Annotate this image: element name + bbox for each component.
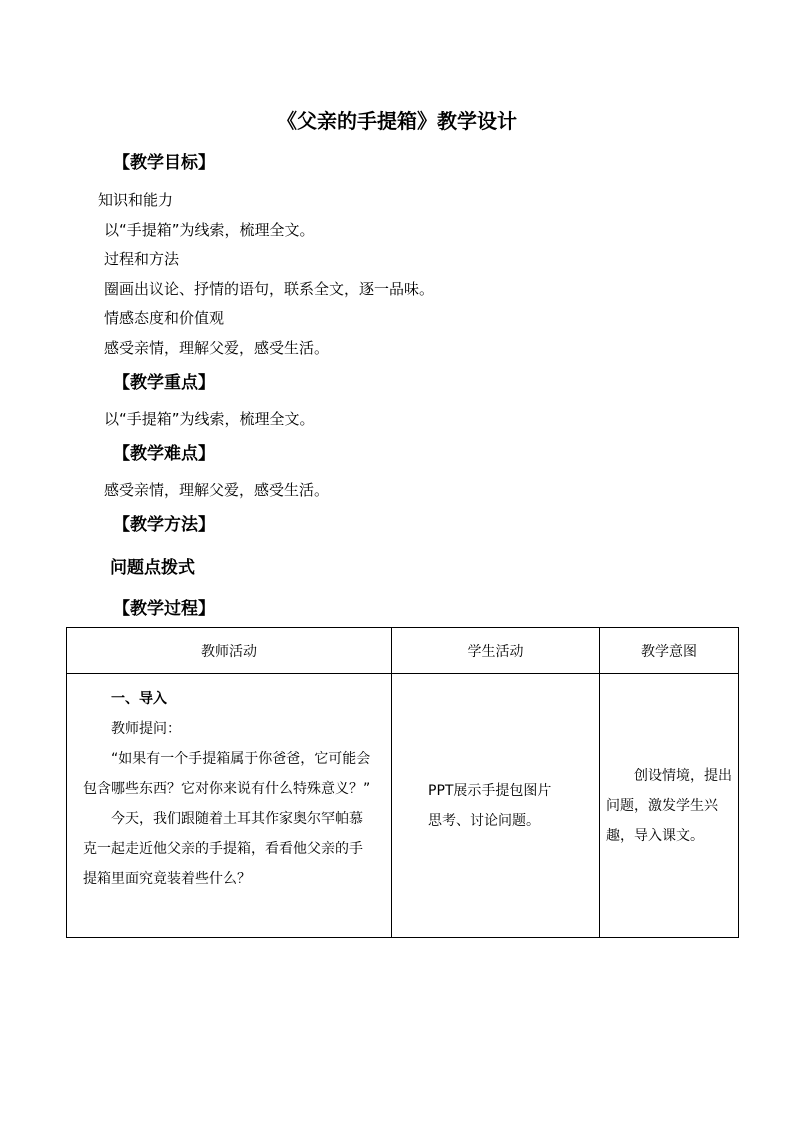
difficulties-text: 感受亲情，理解父爱，感受生活。 [104,481,330,499]
header-teaching-intent: 教学意图 [600,628,739,674]
table-row [67,674,739,938]
student-activity-cell [392,674,600,938]
student-activity-line: PPT展示手提包图片 [428,782,552,799]
objectives-heading: 【教学目标】 [113,153,215,173]
methods-text: 问题点拨式 [110,558,195,578]
key-points-text: 以“手提箱”为线索，梳理全文。 [104,410,315,428]
section-title: 一、导入 [111,691,167,707]
process-table [66,627,739,938]
objective-line: 知识和能力 [98,191,174,209]
ask-label: 教师提问： [111,721,181,737]
page-title: 《父亲的手提箱》教学设计 [277,109,517,133]
objective-line: 情感态度和价值观 [104,309,225,327]
teacher-activity-cell [67,674,392,938]
header-teacher-activity: 教师活动 [67,628,392,674]
teacher-question: “如果有一个手提箱属于你爸爸，它可能会包含哪些东西？它对你来说有什么特殊意义？” [83,751,371,797]
objective-line: 感受亲情，理解父爱，感受生活。 [104,339,330,357]
teacher-intro: 今天，我们跟随着土耳其作家奥尔罕帕慕克一起走近他父亲的手提箱，看看他父亲的手提箱里面究竟装着些什么？ [83,811,363,887]
objective-line: 过程和方法 [104,250,180,268]
student-activity-line: 思考、讨论问题。 [428,812,540,829]
teaching-intent-cell: 创设情境，提出问题，激发学生兴趣，导入课文。 [600,674,739,938]
objective-line: 以“手提箱”为线索，梳理全文。 [104,221,315,239]
difficulties-heading: 【教学难点】 [113,444,215,464]
objective-line: 圈画出议论、抒情的语句，联系全文，逐一品味。 [104,280,435,298]
header-student-activity: 学生活动 [392,628,600,674]
table-header-row [67,628,739,674]
process-heading: 【教学过程】 [113,599,215,619]
methods-heading: 【教学方法】 [113,515,215,535]
key-points-heading: 【教学重点】 [113,373,215,393]
